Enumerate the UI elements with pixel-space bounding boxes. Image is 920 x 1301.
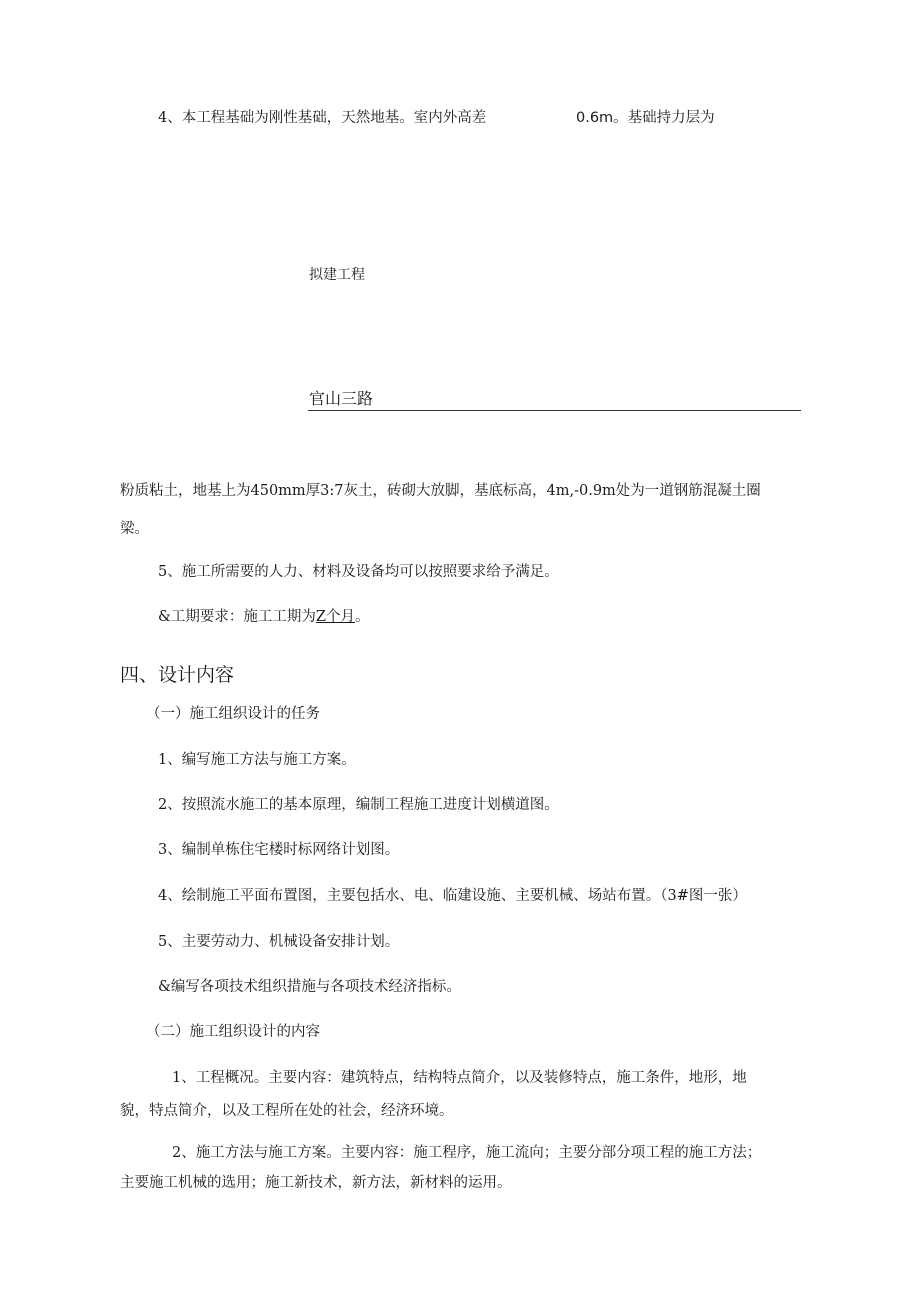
item5: 5、施工所需要的人力、材料及设备均可以按照要求给予满足。 <box>158 564 559 580</box>
building-label: 拟建工程 <box>309 267 365 283</box>
item6-suffix: 。 <box>354 609 370 625</box>
road-label: 官山三路 <box>309 389 374 408</box>
content2-a: 2、施工方法与施工方案。主要内容：施工程序，施工流向；主要分部分项工程的施工方法； <box>172 1145 762 1161</box>
content1-b: 貌，特点简介，以及工程所在处的社会，经济环境。 <box>120 1103 454 1119</box>
item4-cont: 粉质粘土，地基上为450mm厚3:7灰土，砖砌大放脚，基底标高，4m,-0.9m处为一道钢筋混凝土圈 <box>120 483 761 499</box>
item4-intro-a: 4、本工程基础为刚性基础，天然地基。室内外高差 <box>158 110 487 126</box>
task1: 1、编写施工方法与施工方案。 <box>158 752 356 768</box>
sub1-title: （一）施工组织设计的任务 <box>146 706 320 722</box>
item6-prefix: &工期要求：施工工期为 <box>158 609 316 625</box>
task4: 4、绘制施工平面布置图，主要包括水、电、临建设施、主要机械、场站布置。（3#图一张） <box>158 888 747 904</box>
sub2-title: （二）施工组织设计的内容 <box>146 1024 320 1040</box>
item4-cont2: 梁。 <box>120 521 149 537</box>
task3: 3、编制单栋住宅楼时标网络计划图。 <box>158 842 400 858</box>
item6-value: Z个月 <box>315 609 355 625</box>
content1-a: 1、工程概况。主要内容：建筑特点，结构特点简介，以及装修特点，施工条件，地形，地 <box>172 1070 747 1086</box>
task2: 2、按照流水施工的基本原理，编制工程施工进度计划横道图。 <box>158 797 559 813</box>
task5: 5、主要劳动力、机械设备安排计划。 <box>158 934 400 950</box>
section4-title: 四、设计内容 <box>120 664 235 686</box>
item4-intro-b: 0.6m。基础持力层为 <box>576 110 715 126</box>
road-line <box>308 410 801 411</box>
task6: &编写各项技术组织措施与各项技术经济指标。 <box>158 979 461 995</box>
content2-b: 主要施工机械的选用；施工新技术，新方法，新材料的运用。 <box>120 1175 512 1191</box>
item6 <box>158 607 369 627</box>
